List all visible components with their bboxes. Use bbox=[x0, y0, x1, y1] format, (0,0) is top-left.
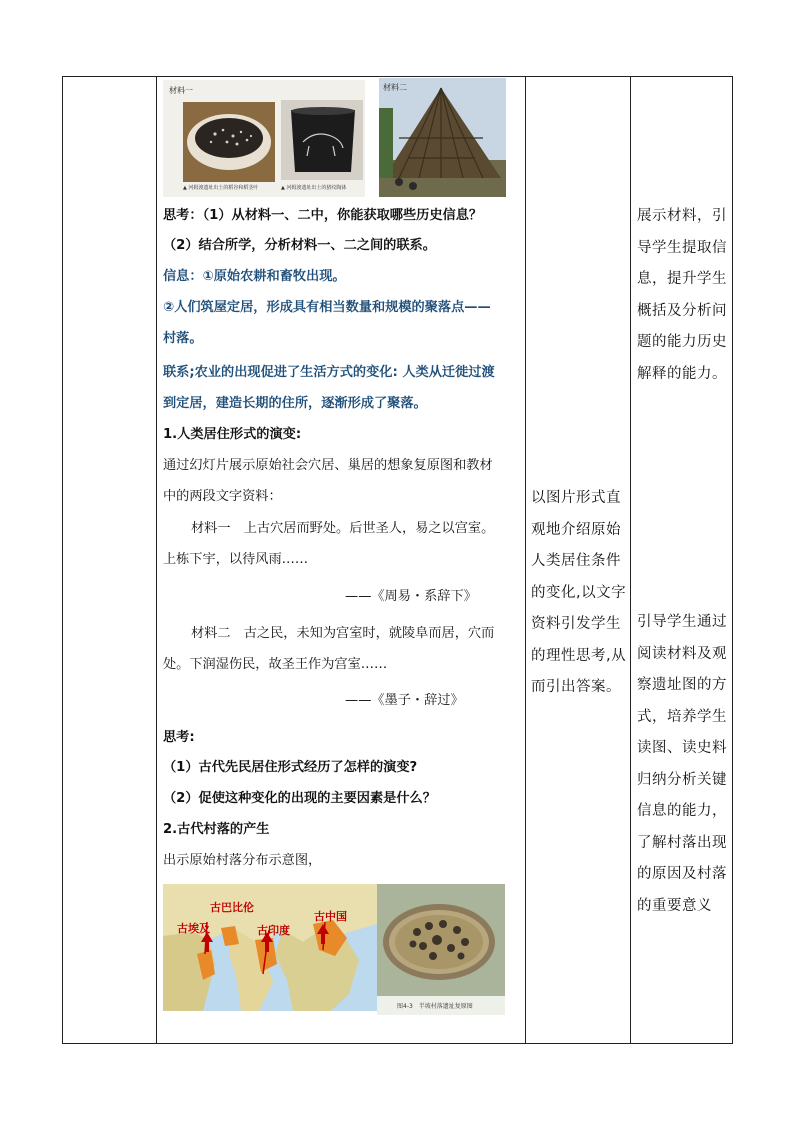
intent-block2-line: 引导学生通过 bbox=[637, 614, 727, 630]
section1-title: 1.人类居住形式的演变: bbox=[163, 427, 302, 442]
intent-block1-line: 概括及分析问 bbox=[637, 302, 727, 319]
info-2-line-b: 村落。 bbox=[163, 331, 203, 346]
intent-block2-line: 了解村落出现 bbox=[637, 834, 727, 851]
intent-block1-line: 展示材料，引 bbox=[637, 208, 727, 224]
intent-block2-line: 归纳分析关键 bbox=[637, 771, 727, 788]
banpo-village-figure bbox=[377, 884, 505, 1015]
intent-block2-line: 的原因及村落 bbox=[637, 866, 727, 882]
section2-title: 2.古代村落的产生 bbox=[163, 822, 270, 837]
material1-caption-b: ▲ 河姆渡遗址出土的猪纹陶钵 bbox=[281, 185, 347, 191]
think2-title: 思考: bbox=[163, 730, 195, 745]
quote2-line-a: 材料二 古之民，未知为宫室时，就陵阜而居，穴而 bbox=[191, 626, 495, 641]
material1-label: 材料一 bbox=[169, 86, 193, 95]
material1-photos bbox=[163, 80, 365, 197]
map-drawing bbox=[163, 884, 377, 1011]
info-2-line-a: ②人们筑屋定居，形成具有相当数量和规模的聚落点—— bbox=[163, 300, 491, 315]
table-top-border bbox=[62, 76, 733, 77]
link-line-a: 联系;农业的出现促进了生活方式的变化: 人类从迁徙过渡 bbox=[163, 365, 495, 380]
banpo-village-caption: 图4-3 半坡村落遗址复原图 bbox=[397, 1003, 473, 1010]
info-1: 信息：①原始农耕和畜牧出现。 bbox=[163, 269, 346, 284]
show-map-line: 出示原始村落分布示意图， bbox=[163, 853, 322, 868]
quote1-line-a: 材料一 上古穴居而野处。后世圣人，易之以宫室。 bbox=[191, 521, 495, 536]
map-label-india: 古印度 bbox=[257, 924, 290, 937]
material2-label: 材料二 bbox=[383, 83, 407, 92]
map-label-china: 古中国 bbox=[314, 910, 347, 923]
intent-block2-line: 读图、读史料 bbox=[637, 740, 727, 756]
table-bottom-border bbox=[62, 1043, 733, 1044]
method-line: 的变化,以文字 bbox=[531, 584, 627, 601]
intent-block2-line: 的重要意义 bbox=[637, 897, 712, 914]
think1-question-2: （2）结合所学，分析材料一、二之间的联系。 bbox=[163, 238, 436, 253]
table-border-right bbox=[732, 76, 733, 1044]
table-border-col1 bbox=[156, 76, 157, 1044]
intent-block2-line: 信息的能力， bbox=[637, 803, 727, 819]
method-line: 人类居住条件 bbox=[531, 553, 621, 569]
intent-block1-line: 题的能力历史 bbox=[637, 334, 727, 350]
material1-caption-a: ▲ 河姆渡遗址出土的稻谷和稻茎叶 bbox=[183, 185, 259, 191]
intent-block2-line: 式，培养学生 bbox=[637, 708, 727, 725]
table-border-col2 bbox=[525, 76, 526, 1044]
intent-block1-line: 息，提升学生 bbox=[637, 271, 727, 287]
slides-line-b: 中的两段文字资料： bbox=[163, 489, 282, 504]
quote1-line-b: 上栋下宇，以待风雨…… bbox=[163, 552, 309, 567]
quote1-source: ——《周易・系辞下》 bbox=[345, 589, 477, 604]
table-border-col3 bbox=[630, 76, 631, 1044]
material1-figure bbox=[163, 80, 365, 197]
intent-block1-line: 导学生提取信 bbox=[637, 239, 727, 256]
table-border-left bbox=[62, 76, 63, 1044]
think1-question-1: 思考：（1）从材料一、二中，你能获取哪些历史信息？ bbox=[163, 208, 483, 223]
method-line: 的理性思考,从 bbox=[531, 647, 627, 664]
intent-block2-line: 阅读材料及观 bbox=[637, 645, 727, 662]
ancient-civilizations-map bbox=[163, 884, 377, 1011]
material2-figure bbox=[379, 78, 506, 197]
map-label-egypt: 古埃及 bbox=[177, 922, 210, 935]
method-line: 以图片形式直 bbox=[531, 490, 621, 506]
material2-hut-photo bbox=[379, 78, 506, 197]
think2-question-1: （1）古代先民居住形式经历了怎样的演变? bbox=[163, 760, 418, 775]
method-line: 资料引发学生 bbox=[531, 616, 621, 632]
method-line: 而引出答案。 bbox=[531, 679, 621, 695]
method-line: 观地介绍原始 bbox=[531, 521, 621, 538]
think2-question-2: （2）促使这种变化的出现的主要因素是什么？ bbox=[163, 791, 436, 806]
link-line-b: 到定居，建造长期的住所，逐渐形成了聚落。 bbox=[163, 396, 427, 411]
intent-block2-line: 察遗址图的方 bbox=[637, 677, 727, 693]
banpo-village-drawing bbox=[377, 884, 505, 996]
slides-line-a: 通过幻灯片展示原始社会穴居、巢居的想象复原图和教材 bbox=[163, 458, 493, 473]
intent-block1-line: 解释的能力。 bbox=[637, 365, 727, 382]
map-label-babylon: 古巴比伦 bbox=[210, 901, 254, 914]
quote2-source: ——《墨子・辞过》 bbox=[345, 693, 464, 708]
quote2-line-b: 处。下润湿伤民，故圣王作为宫室…… bbox=[163, 657, 388, 672]
